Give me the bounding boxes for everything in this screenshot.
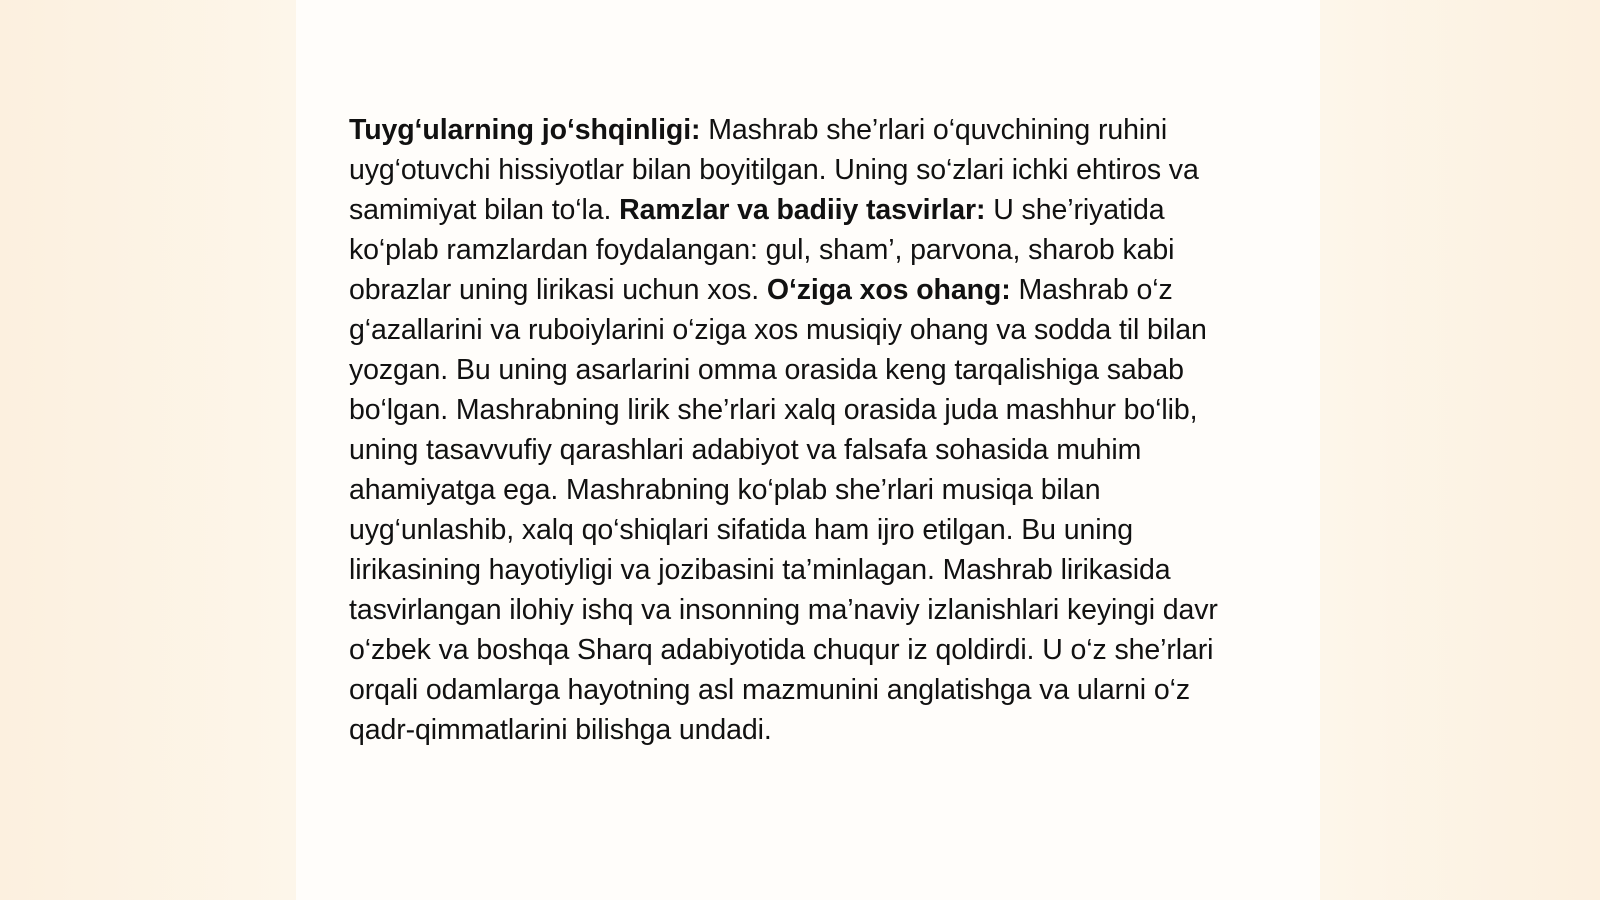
left-margin bbox=[0, 0, 296, 900]
heading-ohang: O‘ziga xos ohang: bbox=[766, 274, 1011, 306]
right-margin bbox=[1320, 0, 1600, 900]
body-paragraph bbox=[349, 110, 1249, 750]
heading-tuygular: Tuyg‘ularning jo‘shqinligi: bbox=[349, 114, 701, 146]
heading-ramzlar: Ramzlar va badiiy tasvirlar: bbox=[619, 194, 986, 226]
slide-page bbox=[296, 0, 1320, 900]
text-ohang: Mashrab o‘z g‘azallarini va ruboiylarini o‘ziga xos musiqiy ohang va sodda til bilan yozgan. Bu uning asarlarini omma orasida keng tarqalishiga sabab bo‘lgan. Mashrabning lirik she’rlari xalq orasida juda mashhur bo‘lib, uning tasavvufiy qarashlari adabiyot va falsafa sohasida muhim ahamiyatga ega. Mashrabning ko‘plab she’rlari musiqa bilan uyg‘unlashib, xalq qo‘shiqlari sifatida ham ijro etilgan. Bu uning lirikasining hayotiyligi va jozibasini ta’minlagan. Mashrab lirikasida tasvirlangan ilohiy ishq va insonning ma’naviy izlanishlari keyingi davr o‘zbek va boshqa Sharq adabiyotida chuqur iz qoldirdi. U o‘z she’rlari orqali odamlarga hayotning asl mazmunini anglatishga va ularni o‘z qadr-qimmatlarini bilishga undadi. bbox=[349, 274, 1218, 746]
text-ramzlar: U she’riyatida ko‘plab ramzlardan foydalangan: gul, sham’, parvona, sharob kabi obrazlar uning lirikasi uchun xos. bbox=[349, 194, 1175, 306]
text-tuygular: Mashrab she’rlari o‘quvchining ruhini uyg‘otuvchi hissiyotlar bilan boyitilgan. Uning so‘zlari ichki ehtiros va samimiyat bilan to‘la. bbox=[349, 114, 1199, 226]
